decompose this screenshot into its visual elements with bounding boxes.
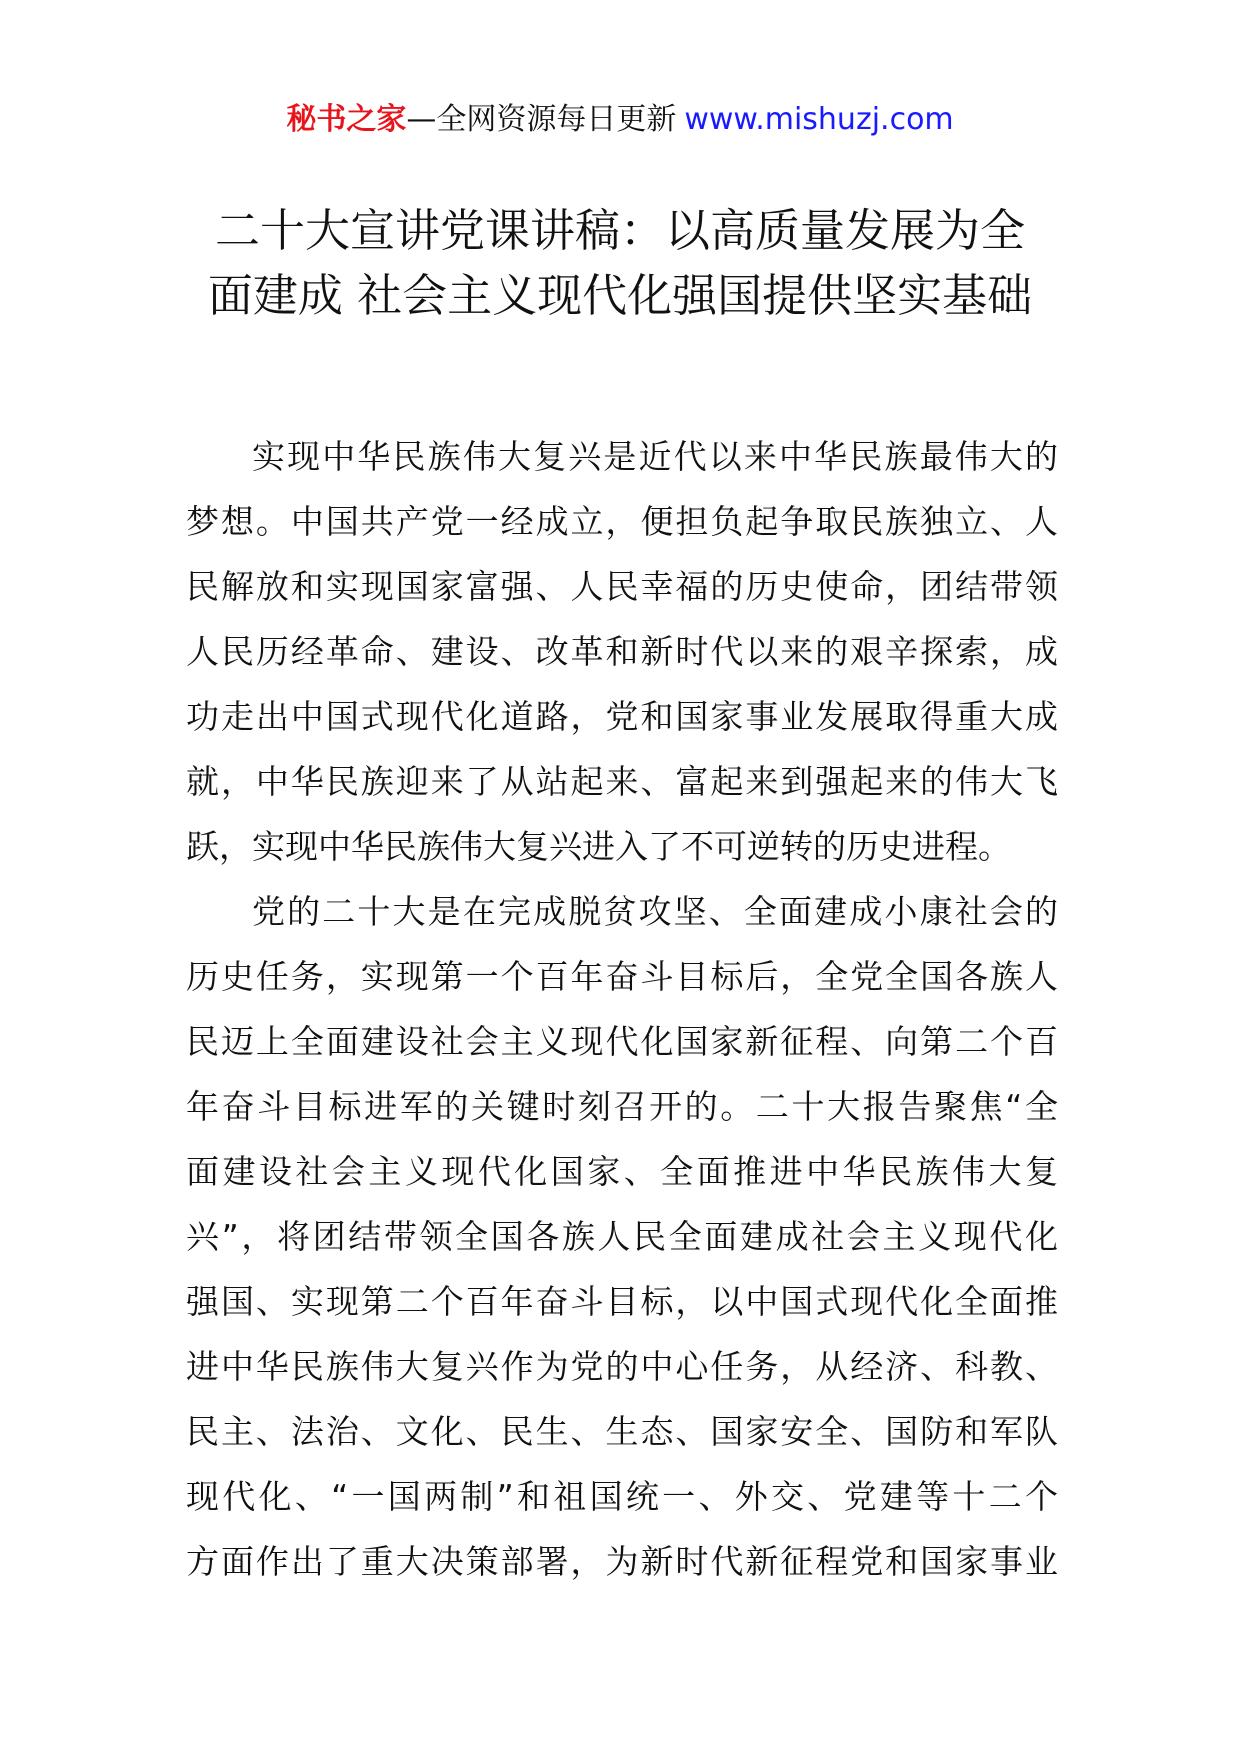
brand-name: 秘书之家: [286, 102, 407, 137]
site-url-link[interactable]: www.mishuzj.com: [684, 102, 954, 137]
text-line: 兴”，将团结带领全国各族人民全面建成社会主义现代化: [186, 1217, 1058, 1256]
paragraph-1: [186, 424, 1058, 879]
text-line: 历史任务，实现第一个百年奋斗目标后，全党全国各族人: [186, 957, 1058, 996]
text-line: 梦想。中国共产党一经成立，便担负起争取民族独立、人: [186, 502, 1058, 541]
header-tagline: —全网资源每日更新: [406, 102, 677, 137]
title-line-1: 二十大宣讲党课讲稿：以高质量发展为全: [214, 204, 1025, 257]
text-line: 面建设社会主义现代化国家、全面推进中华民族伟大复: [186, 1152, 1058, 1191]
text-line: 实现中华民族伟大复兴是近代以来中华民族最伟大的: [252, 437, 1058, 476]
text-line: 强国、实现第二个百年奋斗目标，以中国式现代化全面推: [186, 1282, 1058, 1321]
page-header: [0, 98, 1240, 142]
text-line: 就，中华民族迎来了从站起来、富起来到强起来的伟大飞: [186, 762, 1058, 801]
text-line: 跃，实现中华民族伟大复兴进入了不可逆转的历史进程。: [186, 827, 1011, 866]
paragraph-2: [186, 879, 1058, 1594]
text-line: 人民历经革命、建设、改革和新时代以来的艰辛探索，成: [186, 632, 1058, 671]
text-line: 党的二十大是在完成脱贫攻坚、全面建成小康社会的: [252, 892, 1058, 931]
document-body: [186, 424, 1058, 1594]
text-line: 民主、法治、文化、民生、生态、国家安全、国防和军队: [186, 1412, 1058, 1451]
text-line: 民解放和实现国家富强、人民幸福的历史使命，团结带领: [186, 567, 1058, 606]
text-line: 功走出中国式现代化道路，党和国家事业发展取得重大成: [186, 697, 1058, 736]
text-line: 年奋斗目标进军的关键时刻召开的。二十大报告聚焦“全: [186, 1087, 1058, 1126]
text-line: 民迈上全面建设社会主义现代化国家新征程、向第二个百: [186, 1022, 1058, 1061]
title-line-2: 面建成 社会主义现代化强国提供坚实基础: [207, 269, 1033, 322]
document-title: [150, 198, 1090, 328]
text-line: 进中华民族伟大复兴作为党的中心任务，从经济、科教、: [186, 1347, 1058, 1386]
text-line: 方面作出了重大决策部署，为新时代新征程党和国家事业: [186, 1542, 1058, 1581]
text-line: 现代化、“一国两制”和祖国统一、外交、党建等十二个: [186, 1477, 1058, 1516]
